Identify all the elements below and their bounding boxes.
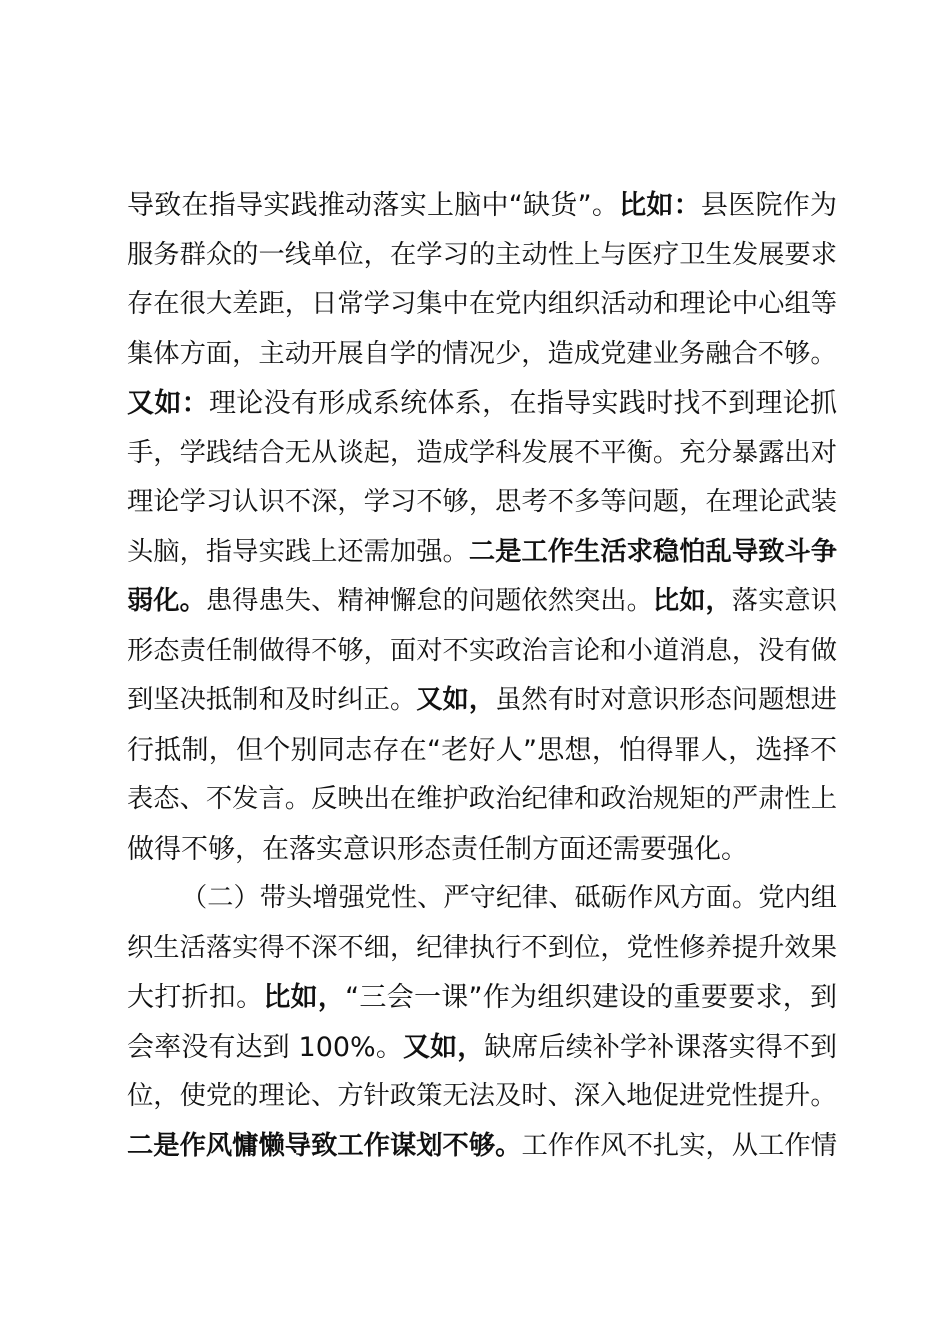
text-line: [127, 1122, 837, 1172]
bold-run: 比如，: [652, 586, 732, 616]
text-line: [127, 726, 837, 776]
text-line: [127, 627, 837, 677]
text-run: 表态、不发言。反映出在维护政治纪律和政治规矩的严肃性上: [127, 784, 837, 814]
text-line: [127, 1072, 837, 1122]
section-heading-line: [127, 874, 837, 924]
text-line: [127, 676, 837, 726]
text-line: [127, 577, 837, 627]
bold-run: 比如，: [263, 982, 346, 1013]
text-run: 理论学习认识不深，学习不够，思考不多等问题，在理论武装: [127, 487, 837, 517]
text-run: 织生活落实得不深不细，纪律执行不到位，党性修养提升效果: [127, 932, 837, 963]
text-run: 会率没有达到 100%。: [127, 1031, 403, 1063]
text-run: 缺席后续补学补课落实得不到: [484, 1031, 837, 1063]
text-run: 位，使党的理论、方针政策无法及时、深入地促进党性提升。: [127, 1081, 837, 1111]
text-run: 大打折扣。: [127, 982, 264, 1013]
text-line: [127, 379, 837, 429]
bold-run: 比如：: [619, 190, 701, 221]
text-line: [127, 775, 837, 825]
bold-run: 又如：: [127, 388, 209, 419]
text-line: [127, 924, 837, 974]
text-run: 导致在指导实践推动落实上脑中“缺货”。: [127, 190, 620, 221]
text-line: [127, 478, 837, 528]
text-run: “三会一课”作为组织建设的重要要求，到: [345, 982, 838, 1013]
bold-run: 二是工作生活求稳怕乱导致斗争: [468, 536, 837, 567]
text-run: 行抵制，但个别同志存在“老好人”思想，怕得罪人，选择不: [127, 734, 837, 766]
text-line: [127, 973, 837, 1023]
text-run: 手，学践结合无从谈起，造成学科发展不平衡。充分暴露出对: [127, 437, 837, 468]
bold-run: 二是作风慵懒导致工作谋划不够。: [127, 1130, 522, 1161]
text-run: 虽然有时对意识形态问题想进: [495, 685, 837, 715]
text-run: 工作作风不扎实，从工作情: [521, 1130, 837, 1161]
bold-run: 弱化。: [127, 586, 206, 616]
text-run: 理论没有形成系统体系，在指导实践时找不到理论抓: [208, 388, 838, 419]
text-run: 做得不够，在落实意识形态责任制方面还需要强化。: [127, 833, 748, 865]
text-line: [127, 825, 837, 875]
text-line: [127, 280, 837, 330]
text-run: 落实意识: [731, 586, 837, 616]
text-run: 到坚决抵制和及时纠正。: [127, 685, 417, 715]
text-run: 头脑，指导实践上还需加强。: [127, 536, 469, 567]
text-line: [127, 429, 837, 479]
text-run: 县医院作为: [700, 190, 838, 221]
text-line: [127, 231, 837, 281]
text-run: 患得患失、精神懈怠的问题依然突出。: [205, 586, 653, 616]
text-run: 服务群众的一线单位，在学习的主动性上与医疗卫生发展要求: [127, 239, 837, 270]
text-line: [127, 1023, 837, 1073]
bold-run: 又如，: [402, 1031, 485, 1063]
text-line: [127, 528, 837, 578]
text-run: 集体方面，主动开展自学的情况少，造成党建业务融合不够。: [127, 338, 837, 369]
text-run: 存在很大差距，日常学习集中在党内组织活动和理论中心组等: [127, 289, 837, 319]
bold-run: 又如，: [416, 685, 496, 715]
document-body: [127, 181, 837, 1171]
text-run: 形态责任制做得不够，面对不实政治言论和小道消息，没有做: [127, 635, 837, 666]
text-line: [127, 181, 837, 231]
text-run: （二）带头增强党性、严守纪律、砥砺作风方面。党内组: [181, 883, 837, 913]
text-line: [127, 330, 837, 380]
